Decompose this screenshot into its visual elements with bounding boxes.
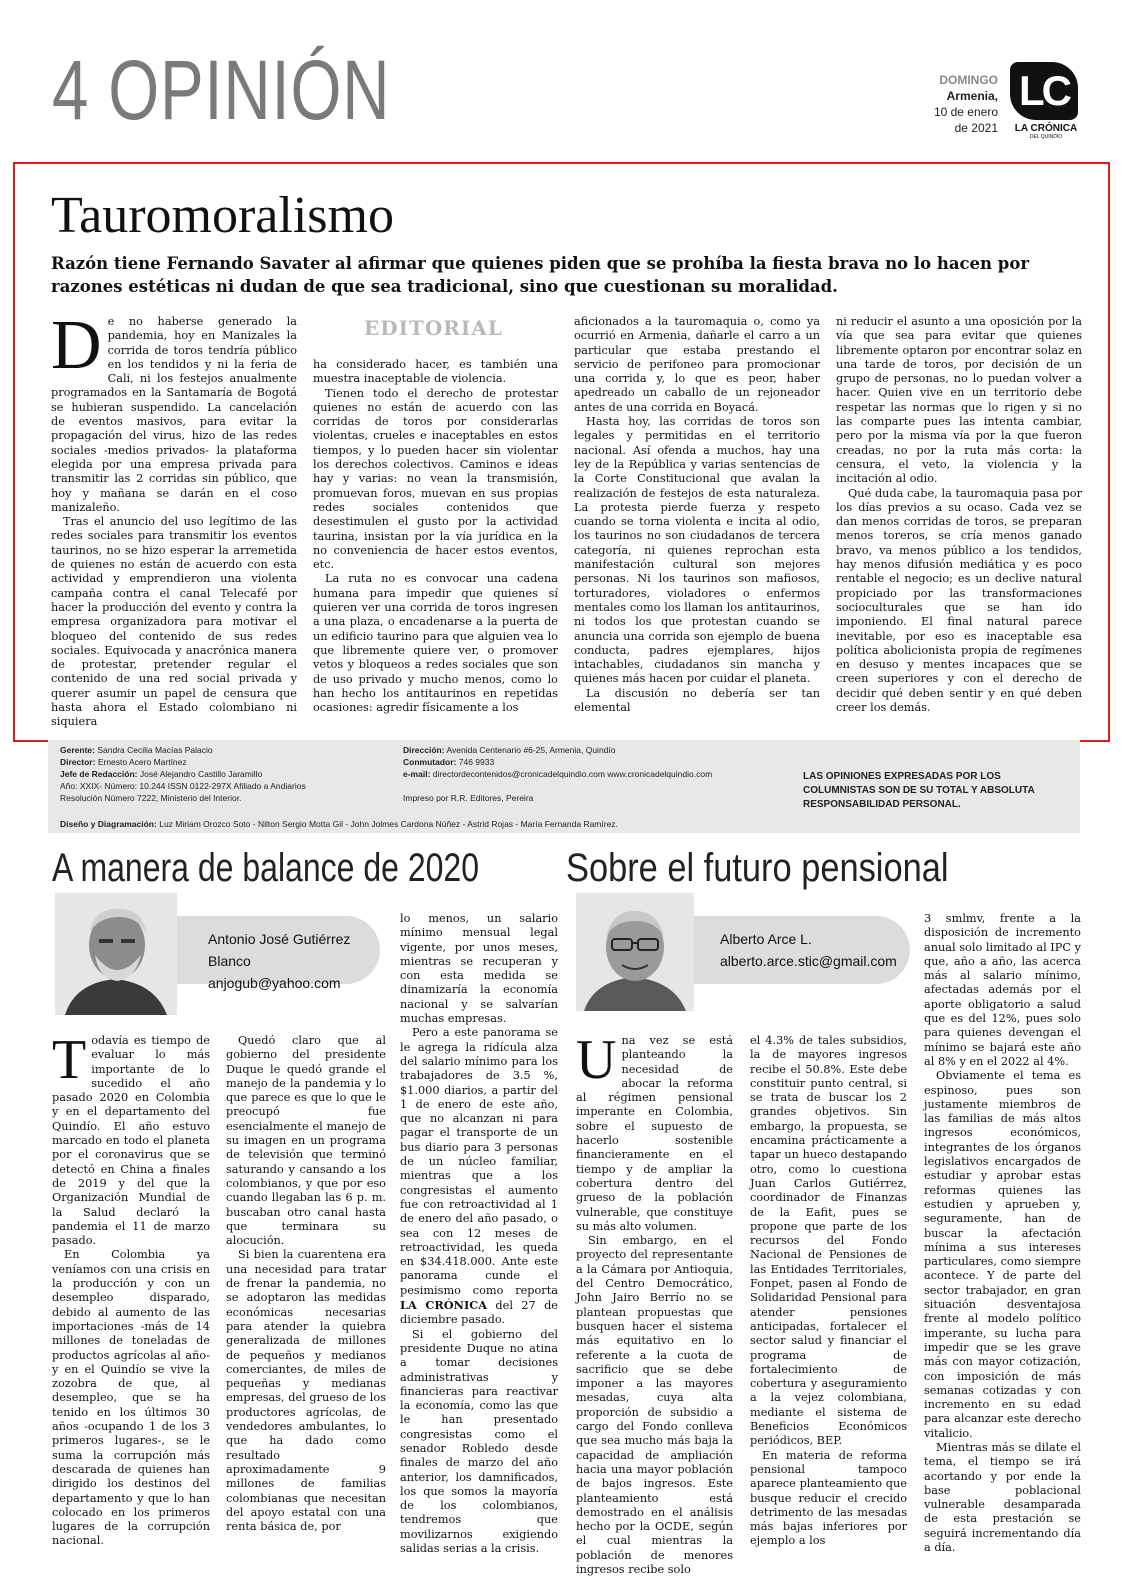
masthead-contact: [403, 744, 803, 804]
editorial-column-1: [51, 307, 297, 735]
logo-name: LA CRÓNICA: [1014, 123, 1078, 134]
column-left-author-photo: [55, 893, 177, 1015]
printer-line: Impreso por R.R. Editores, Pereira: [403, 793, 534, 803]
editorial-paragraph: La discusión no debería ser tan elemental: [574, 686, 820, 715]
diseno-label: Diseño y Diagramación:: [60, 819, 157, 829]
column-paragraph: odavía es tiempo de evaluar lo más importante de lo sucedido el año pasado 2020 en Colombia y en el departamento del Quindío. El año estuvo marcado en todo el planeta por el coronavirus que se detectó en China a finales de 2019 y del que la Organización Mundial de la Salud declaró la pandemia el 11 de marzo pasado.: [52, 1034, 210, 1248]
editorial-column-4: [836, 315, 1082, 735]
column-paragraph: 3 smlmv, frente a la disposición de incremento anual solo limitado al IPC y que, año a año, las acerca más al salario mínimo, afectadas además por el aporte obligatorio a salud que es del 12%, pues solo para quienes devengan el mínimo se bajará este año al 8% y en el 2022 al 4%.: [924, 912, 1081, 1068]
email-value[interactable]: directordecontenidos@cronicadelquindio.com www.cronicadelquindio.com: [432, 769, 713, 779]
column-paragraph: Quedó claro que al gobierno del presidente Duque le quedó grande el manejo de la pandemia y lo que parece es que lo que le preocupó fue esencialmente el manejo de su imagen en un programa de televisión que terminó saturando y cansando a los colombianos, y que por eso cuando llegaban las 6 p. m. buscaban otro canal hasta que terminara su alocución.: [226, 1034, 386, 1248]
column-left-text-1: [52, 1029, 210, 1548]
masthead-info-band: [48, 740, 1080, 833]
editorial-title: Tauromoralismo: [51, 187, 394, 244]
date-city: Armenia,: [946, 89, 998, 103]
design-credits: [60, 818, 1060, 830]
date-line1: 10 de enero: [933, 105, 998, 119]
issue-number-line: Año: XXIX- Número: 10.244 ISSN 0122-297X Afiliado a Andiarios: [60, 781, 306, 791]
editorial-label: EDITORIAL: [364, 316, 503, 340]
column-paragraph: Sin embargo, en el proyecto del representante a la Cámara por Antioquia, del Centro Democrático, John Jairo Berrío no se plantean propuestas que busquen hacer el sistema más equitativo en lo referente a la cuota de sacrificio que se debe imponer a las mayores mesadas, cuya alta proporción de subsidio a cargo del Fondo conlleva que sea mucho más baja la capacidad de ampliación hacia una mayor población de bajos ingresos. Este planteamiento está demostrado en el análisis hecho por la OCDE, según el cual mientras la población de menores ingresos recibe solo: [576, 1234, 733, 1576]
editorial-paragraph: Qué duda cabe, la tauromaquia pasa por los días previos a su ocaso. Cada vez se dan menos corridas de toros, se preparan menos toreros, se cría menos ganado bravo, va menos público a los tendidos, hay menos difusión mediática y es poco rentable el negocio; es un declive natural propiciado por las transformaciones socioculturales que se han ido imponiendo. El final natural parece inevitable, por eso es inaceptable esa política abolicionista propia de regímenes en desuso y mentes incapaces que se creen superiores y con el derecho de decidir qué deben sentir y en qué deben creer los demás.: [836, 486, 1082, 715]
column-right-author: Alberto Arce L.: [720, 931, 812, 947]
column-right-dropcap: U: [576, 1029, 617, 1091]
director-label: Director:: [60, 757, 96, 767]
column-paragraph: na vez se está planteando la necesidad de abocar la reforma al régimen pensional imperante en Colombia, sobre el supuesto de hacerlo sostenible financieramente en el tiempo y de ampliar la cobertura dentro del grueso de la población vulnerable, que constituye su más alto volumen.: [576, 1034, 733, 1233]
director-name: Ernesto Acero Martínez: [97, 757, 187, 767]
gerente-label: Gerente:: [60, 745, 95, 755]
editorial-paragraph: Tienen todo el derecho de protestar quienes no están de acuerdo con las corridas de toros por considerarlas violentas, crueles e inaceptables en estos tiempos, y lo pueden hacer sin violentar los derechos colectivos. Caminos e ideas hay y varias: no vean la transmisión, promuevan foros, muevan en sus propias redes sociales contenidos que desestimulen el gusto por la actividad taurina, insistan por la vía jurídica en la no conveniencia de hacer estos eventos, etc.: [313, 386, 558, 572]
date-line2: de 2021: [954, 121, 998, 135]
column-right-author-photo: [576, 893, 694, 1011]
editorial-deck: Razón tiene Fernando Savater al afirmar que quienes piden que se prohíba la fiesta brava no lo hacen por razones estéticas ni dudan de que sea tradicional, sino que cuestionan su moralidad.: [51, 254, 1030, 296]
resolution-line: Resolución Número 7222, Ministerio del Interior.: [60, 793, 242, 803]
column-paragraph: Si el gobierno del presidente Duque no atina a tomar decisiones administrativas y financieras para reactivar la economía, como las que le han presentado congresistas como el senador Robledo desde finales de marzo del año anterior, los damnificados, los que somos la mayoría de los colombianos, tendremos que movilizarnos exigiendo salidas serias a la crisis.: [400, 1327, 558, 1556]
editorial-column-2: [313, 358, 558, 735]
editorial-paragraph: e no haberse generado la pandemia, hoy en Manizales la corrida de toros tendría público en los tendidos y ni la feria de Cali, ni los festejos anualmente programados en la Santamaría de Bogotá se hubieran suspendido. La cancelación de eventos masivos, para evitar la propagación del virus, hizo de las redes sociales -medios privados- la plataforma elegida por una empresa privada para transmitir las 2 corridas sin público, que hoy y mañana se darán en el coso manizaleño.: [51, 315, 297, 514]
email-label: e-mail:: [403, 769, 431, 779]
column-paragraph: En materia de reforma pensional tampoco aparece planteamiento que busque reducir el crecido detrimento de las mesadas más bajas inferiores por ejemplo a los: [750, 1448, 907, 1548]
column-right-text-1: [576, 1029, 733, 1576]
column-left-author: Antonio José Gutiérrez Blanco: [208, 931, 351, 969]
column-left-text-3: [400, 912, 558, 1556]
column-paragraph: Mientras más se dilate el tema, el tiempo se irá acortando y por ende la base poblacional vulnerable desamparada de esta prestación se seguirá incrementando día a día.: [924, 1440, 1081, 1555]
column-left-text-2: [226, 1034, 386, 1534]
column-paragraph: el 4.3% de tales subsidios, la de mayores ingresos recibe el 50.8%. Este debe constituir punto central, si se trata de buscar los 2 grandes objetivos. Sin embargo, la propuesta, se encamina prácticamente a tapar un hueco destapando otro, como lo cuestiona Juan Carlos Gutiérrez, coordinador de Finanzas de la Eafit, pues se propone que parte de los recursos del Fondo Nacional de Pensiones de las Entidades Territoriales, Fonpet, pasen al Fondo de Solidaridad Pensional para atender pensiones anticipadas, fortalecer el sector salud y financiar el programa de fortalecimiento de cobertura y aseguramiento a la vejez colombiana, mediante el sistema de Beneficios Económicos periódicos, BEP.: [750, 1034, 907, 1448]
logo-subtitle: DEL QUINDÍO: [1029, 134, 1063, 140]
column-left-email[interactable]: anjogub@yahoo.com: [208, 975, 341, 991]
newspaper-logo: [1010, 62, 1082, 140]
diseno-names: Luz Miriam Orozco Soto - Nilton Sergio Motta Gil - John Jolmes Cardona Núñez - Astrid Rojas - María Fernanda Ramírez.: [159, 819, 618, 829]
column-left-headline: A manera de balance de 2020: [52, 846, 479, 890]
logo-mark: LC: [1010, 62, 1078, 120]
editorial-paragraph: La ruta no es convocar una cadena humana para impedir que quienes sí quieren ver una corrida de toros ingresen a una plaza, o encadenarse a la puerta de un edificio taurino para que alguien vea lo que libremente quiere ver, o promover vetos y bloqueos a redes sociales que son de uso privado y mucho menos, como lo han hecho los antitaurinos en repetidas ocasiones: agredir físicamente a los: [313, 572, 558, 715]
column-paragraph: Obviamente el tema es espinoso, pues son justamente miembros de las familias de más altos ingresos económicos, integrantes de los órganos legislativos encargados de estudiar y aprobar estas reformas quienes las estudien y aprueben y, seguramente, han de buscar la afectación mínima a sus intereses particulares, como siempre acontece. Y de parte del sector trabajador, en gran situación desventajosa frente al modelo político imperante, su lucha para impedir que se les grave más con mayor cotización, con imposición de más semanas cotizadas y con incremento en su edad para alcanzar este derecho vitalicio.: [924, 1069, 1081, 1440]
date-day: DOMINGO: [939, 73, 998, 87]
masthead-staff: [60, 744, 390, 804]
column-left-dropcap: T: [52, 1029, 87, 1091]
column-paragraph: En Colombia ya veníamos con una crisis en la producción y con un desempleo disparado, debido al aumento de las importaciones -más de 14 millones de toneladas de productos agrícolas al año- y en el Quindío se vive la zozobra de que, al desempleo, que se ha tenido en los últimos 30 años -ocupando 1 de los 3 primeros lugares-, se le suma la corrupción más descarada de quienes han dirigido los destinos del departamento y que lo han colocado en los primeros lugares de la corrupción nacional.: [52, 1248, 210, 1548]
direccion-label: Dirección:: [403, 745, 445, 755]
editorial-dropcap: D: [51, 307, 102, 384]
column-paragraph: Pero a este panorama se le agrega la ridícula alza del salario mínimo para los trabajadores de 3.5 %, $1.000 diarios, a partir del 1 de enero de este año, que no alcanzan ni para pagar el transporte de un bus diario para 3 personas de un núcleo familiar, mientras que a los congresistas el aumento fue con retroactividad al 1 de enero del año pasado, o sea con 12 meses de retroactividad, les queda en $34.418.000. Ante este panorama cunde el pesimismo como reporta: [400, 1026, 558, 1297]
conmutador-label: Conmutador:: [403, 757, 457, 767]
editorial-paragraph: ni reducir el asunto a una oposición por la vía que sea para evitar que quienes libremente optaron por encontrar solaz en una tarde de toros, por decisión de un grupo de personas, no lo puedan volver a hacer. Quien vive en un territorio debe respetar las normas que lo rigen y si no las comparte pues las intenta cambiar, pero por la misma vía por la que fueron creadas, no por la ruta más corta: la censura, el veto, la violencia y la incitación al odio.: [836, 315, 1082, 486]
editorial-paragraph: ha considerado hacer, es también una muestra inaceptable de violencia.: [313, 358, 558, 386]
editorial-column-3: [574, 315, 820, 735]
newspaper-name-mention: LA CRÓNICA: [400, 1298, 488, 1313]
gerente-name: Sandra Cecilia Macías Palacio: [97, 745, 213, 755]
column-paragraph: Si bien la cuarentena era una necesidad para tratar de frenar la pandemia, no se adoptaron las medidas económicas necesarias para atender la quiebra generalizada de millones de pequeños y medianos comerciantes, de miles de pequeñas y medianas empresas, del grueso de los productores agrícolas, de vendedores ambulantes, lo que ha dado como resultado aproximadamente 9 millones de familias colombianas que necesitan del apoyo estatal con una renta básica de, por: [226, 1248, 386, 1534]
direccion-value: Avenida Centenario #6-25, Armenia, Quindío: [446, 745, 616, 755]
editorial-paragraph: Hasta hoy, las corridas de toros son legales y permitidas en el territorio nacional. Así ofenda a muchos, hay una ley de la República y varias sentencias de la Corte Constitucional que avalan la realización de festejos de esta naturaleza. La protesta pierde fuerza y respeto cuando se torna violenta e incita al odio, los taurinos no son ciudadanos de tercera categoría, ni quienes reprochan esta manifestación cultural son mejores personas. Ni los taurinos son mafiosos, torturadores, violadores o enfermos mentales como los llaman los antitaurinos, ni todos los que protestan cuando se anuncia una corrida son ejemplo de buena conducta, padres ejemplares, hijos intachables, ciudadanos sin mancha y quienes más hacen por cuidar el planeta.: [574, 415, 820, 686]
column-right-headline: Sobre el futuro pensional: [566, 846, 949, 890]
column-right-email[interactable]: alberto.arce.stic@gmail.com: [720, 953, 897, 969]
section-title: 4 OPINIÓN: [52, 43, 391, 137]
column-right-text-3: [924, 912, 1081, 1555]
date-block: [934, 72, 998, 136]
jefe-label: Jefe de Redacción:: [60, 769, 138, 779]
jefe-name: José Alejandro Castillo Jaramillo: [139, 769, 263, 779]
column-paragraph: lo menos, un salario mínimo mensual legal vigente, por unos meses, mientras se recuperan y con esta medida se dinamizaría la economía nacional y se salvarían muchas empresas.: [400, 912, 558, 1026]
conmutador-value: 746 9933: [458, 757, 495, 767]
column-paragraph: del 27 de diciembre pasado.: [400, 1299, 558, 1327]
editorial-paragraph: Tras el anuncio del uso legítimo de las redes sociales para transmitir los eventos taurinos, no se hizo esperar la arremetida de quienes no están de acuerdo con esta actividad y emprendieron una violenta campaña contra el canal Telecafé por hacer la producción del evento y contra la empresa organizadora para motivar el bloqueo del contenido de sus redes sociales. Equivocada y anacrónica manera de protestar, pretender regular el contenido de una red social privada y querer asumir un papel de censura que hasta ahora el Estado colombiano ni siquiera: [51, 515, 297, 729]
disclaimer-note: LAS OPINIONES EXPRESADAS POR LOS COLUMNISTAS SON DE SU TOTAL Y ABSOLUTA RESPONSABILIDAD PERSONAL.: [803, 771, 1035, 810]
column-right-text-2: [750, 1034, 907, 1548]
editorial-paragraph: aficionados a la tauromaquia o, como ya ocurrió en Armenia, dañarle el carro a un particular que estaba prestando el servicio de perifoneo para promocionar una corrida y, lo que es peor, haber apedreado un caballo de un rejoneador antes de una corrida en Boyacá.: [574, 315, 820, 414]
